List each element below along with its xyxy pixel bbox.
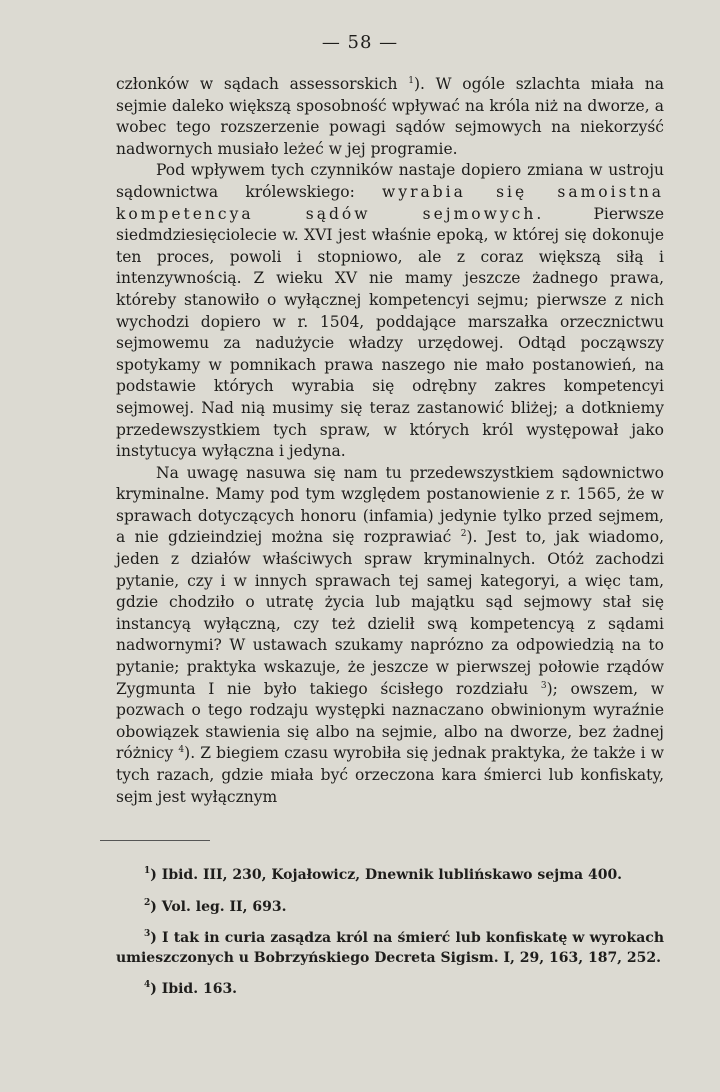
text-run: ). Jest to, jak wiadomo, jeden z działów właściwych spraw kryminalnych. Otóż zachodzi pytanie, czy i w innych sprawach tej samej kategoryi, a więc tam, gdzie chodziło o utratę życia lub majątku sąd sejmowy stał się instancyą wyłączną, czy też dzielił swą kompetencyą z sądami nadwornymi? W ustawach szukamy naprózno za odpowiedzią na to pytanie; praktyka wskazuje, że jeszcze w pierwszej połowie rządów Zygmunta I nie było takiego ścisłego rozdziału xyxy=(116,528,664,698)
text-run: członków w sądach assessorskich xyxy=(116,75,409,93)
page-number: — 58 — xyxy=(321,32,399,53)
text-run: ). W ogóle szlachta miała na sejmie daleko większą sposobność wpływać na króla niż na dworze, a wobec tego rozszerzenie powagi sądów sejmowych na niekorzyść nadwornych musiało leżeć w jej programie. xyxy=(116,75,664,158)
footnote-ref: 4 xyxy=(178,745,185,756)
footnote-ref: 1 xyxy=(408,76,414,86)
footnote-text: ) I tak in curia zasądza król na śmierć lub konfiskatę w wyrokach umieszczonych u Bobrzyńskiego Decreta Sigism. I, 29, 163, 187, 252. xyxy=(116,930,664,966)
footnote-ref: 2 xyxy=(460,529,467,540)
text-run: Pierwsze siedmdziesięciolecie w. XVI jest właśnie epoką, w której się dokonuje ten proces, powoli i stopniowo, ale z coraz większą siłą i intenzywnością. Z wieku XV nie mamy jeszcze żadnego prawa, któreby stanowiło o wyłącznej kompetencyi sejmu; pierwsze z nich wychodzi dopiero w r. 1504, poddające marszałka orzecznictwu sejmowemu za nadużycie władzy urzędowej. Odtąd począwszy spotykamy w pomnikach prawa naszego nie mało postanowień, na podstawie których wyrabia się odrębny zakres kompetencyi sejmowej. Nad nią musimy się teraz zastanowić bliżej; a dotkniemy przedewszystkiem tych spraw, w których król występował jako instytucya wyłączna i jedyna. xyxy=(116,204,664,461)
text-run: Na uwagę nasuwa się nam tu przedewszystkiem sądownictwo kryminalne. Mamy pod tym względem postanowienie z r. 1565, że w sprawach dotyczących honoru (infamia) jedynie tylko przed sejmem, a nie gdzieindziej można się rozprawiać xyxy=(116,463,664,547)
main-text xyxy=(116,74,664,808)
footnote xyxy=(116,980,664,1000)
paragraph-1 xyxy=(116,74,664,160)
footnote-text: ) Ibid. 163. xyxy=(150,981,238,997)
footnote-text: ) Vol. leg. II, 693. xyxy=(150,898,287,915)
footnotes xyxy=(116,866,664,1012)
paragraph-3 xyxy=(116,463,664,809)
footnote xyxy=(116,866,664,886)
paragraph-2 xyxy=(116,160,664,462)
footnote-divider xyxy=(100,840,210,841)
text-run: Pod wpływem tych czynników nastaje dopiero zmiana w ustroju sądownictwa królewskiego: xyxy=(116,161,664,201)
footnote-marker: 2 xyxy=(144,897,151,908)
footnote-text: ) Ibid. III, 230, Kojałowicz, Dnewnik lublińskawo sejma 400. xyxy=(150,867,623,883)
footnote xyxy=(116,898,664,918)
emphasized-text: wyrabia się samoistna kompetencya sądów sejmowych. xyxy=(116,182,664,223)
footnote-ref: 3 xyxy=(540,680,547,691)
text-run: ); owszem, w pozwach o tego rodzaju występki naznaczano obwinionym wyraźnie obowiązek stawienia się albo na sejmie, albo na dworze, bez żadnej różnicy xyxy=(116,679,664,763)
footnote-marker: 4 xyxy=(144,980,151,990)
footnote xyxy=(116,929,664,968)
text-run: ). Z biegiem czasu wyrobiła się jednak praktyka, że także i w tych razach, gdzie miała być orzeczona kara śmierci lub konfiskaty, sejm jest wyłącznym xyxy=(116,744,664,806)
footnote-marker: 1 xyxy=(144,866,151,876)
footnote-marker: 3 xyxy=(144,929,151,939)
